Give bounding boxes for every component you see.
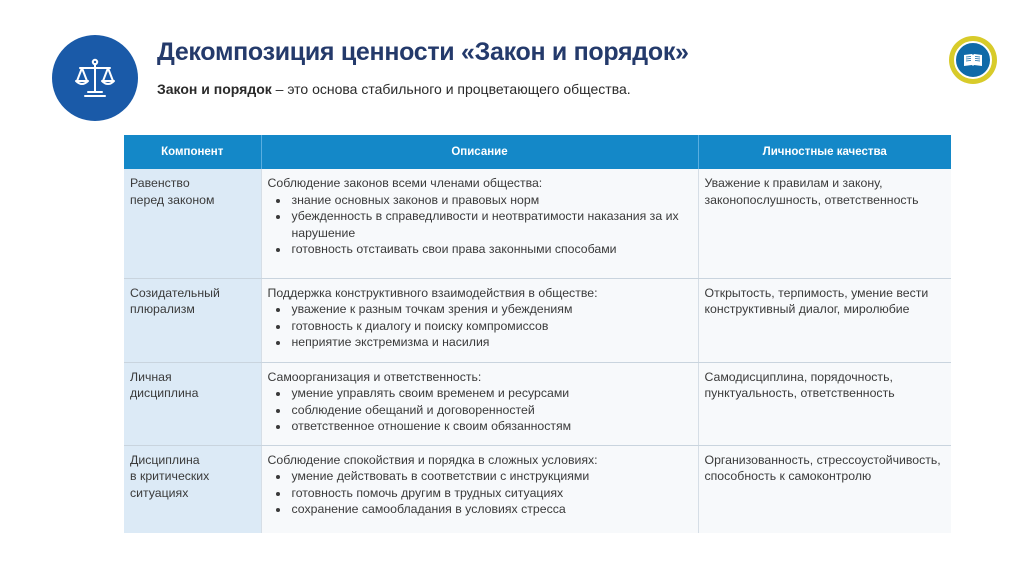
- component-name-line: Созидательный: [130, 285, 220, 300]
- scales-emblem: [52, 35, 138, 121]
- component-name-line: перед законом: [130, 192, 215, 207]
- description-cell: [261, 169, 698, 278]
- table-row: [124, 362, 951, 445]
- description-cell: [261, 445, 698, 533]
- bullet-item: • готовность к диалогу и поиску компромиссов: [290, 318, 692, 335]
- component-name-line: дисциплина: [130, 386, 199, 400]
- bullet-item: • умение действовать в соответствии с инструкциями: [290, 468, 692, 485]
- bullet-item: • готовность отстаивать свои права законными способами: [290, 241, 692, 258]
- bullet-item: • уважение к разным точкам зрения и убеждениям: [290, 301, 692, 318]
- component-name-line: в критических: [130, 469, 210, 483]
- bullet-item: • готовность помочь другим в трудных ситуациях: [290, 485, 692, 502]
- bullet-item: • знание основных законов и правовых норм: [290, 192, 692, 209]
- column-header-description: Описание: [261, 135, 698, 169]
- component-cell: [124, 169, 261, 278]
- bullet-item: • соблюдение обещаний и договоренностей: [290, 402, 692, 419]
- page-subtitle: [157, 81, 631, 97]
- description-lead: Самоорганизация и ответственность:: [267, 369, 482, 384]
- subtitle-term: Закон и порядок: [157, 81, 272, 97]
- bullet-item: • убежденность в справедливости и неотвратимости наказания за их нарушение: [290, 208, 692, 241]
- bullet-item: • умение управлять своим временем и ресурсами: [290, 385, 692, 402]
- component-name-line: плюрализм: [130, 302, 195, 316]
- table-header-row: [124, 135, 951, 169]
- description-lead: Поддержка конструктивного взаимодействия в обществе:: [267, 285, 598, 300]
- qualities-cell: Уважение к правилам и закону, законопослушность, ответственность: [698, 169, 951, 278]
- qualities-cell: Открытость, терпимость, умение вести конструктивный диалог, миролюбие: [698, 278, 951, 362]
- component-name-line: Равенство: [130, 176, 190, 190]
- description-bullets: [268, 468, 692, 518]
- component-cell: [124, 445, 261, 533]
- bullet-item: • ответственное отношение к своим обязанностям: [290, 418, 692, 435]
- qualities-cell: Самодисциплина, порядочность, пунктуальность, ответственность: [698, 362, 951, 445]
- qualities-cell: Организованность, стрессоустойчивость, способность к самоконтролю: [698, 445, 951, 533]
- scales-icon: [71, 54, 119, 102]
- description-lead: Соблюдение спокойствия и порядка в сложных условиях:: [267, 452, 598, 467]
- description-lead: Соблюдение законов всеми членами общества:: [267, 176, 543, 190]
- table-row: [124, 169, 951, 278]
- component-cell: [124, 278, 261, 362]
- component-cell: [124, 362, 261, 445]
- table-row: [124, 278, 951, 362]
- organization-logo: [949, 36, 997, 84]
- column-header-qualities: Личностные качества: [698, 135, 951, 169]
- description-bullets: [268, 192, 692, 258]
- column-header-component: Компонент: [124, 135, 261, 169]
- bullet-item: • неприятие экстремизма и насилия: [290, 334, 692, 351]
- component-name-line: Дисциплина: [130, 452, 200, 467]
- description-cell: [261, 362, 698, 445]
- component-name-line: ситуациях: [130, 485, 189, 500]
- table-row: [124, 445, 951, 533]
- bullet-item: • сохранение самообладания в условиях стресса: [290, 501, 692, 518]
- book-emblem-icon: [962, 51, 984, 69]
- description-cell: [261, 278, 698, 362]
- values-table: [124, 135, 951, 533]
- component-name-line: Личная: [130, 369, 172, 384]
- description-bullets: [268, 385, 692, 435]
- page-title: Декомпозиция ценности «Закон и порядок»: [157, 38, 689, 66]
- subtitle-definition: – это основа стабильного и процветающего общества.: [275, 81, 631, 97]
- description-bullets: [268, 301, 692, 351]
